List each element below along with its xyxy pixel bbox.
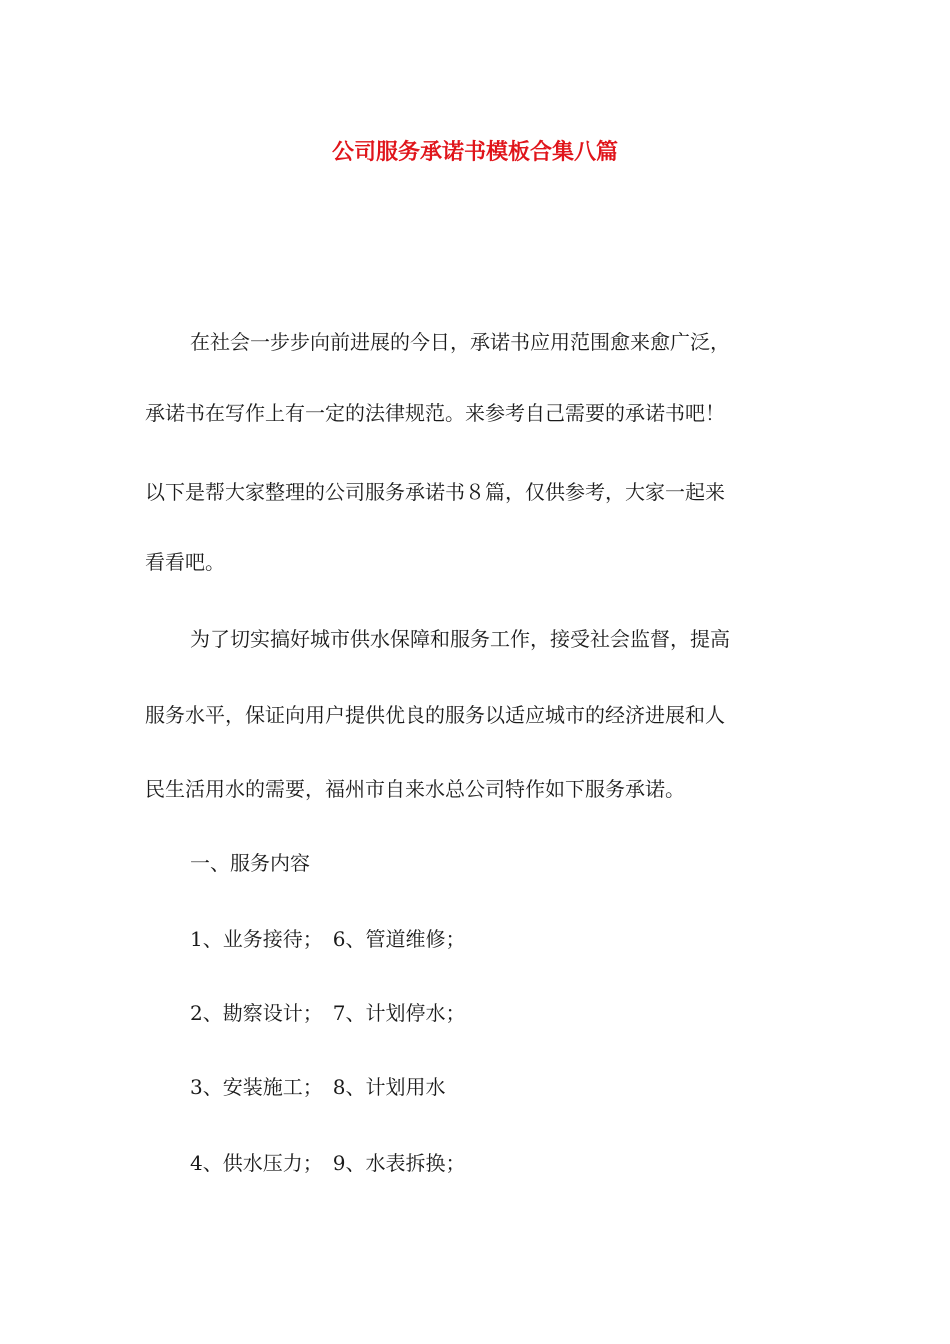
paragraph-line: 为了切实搞好城市供水保障和服务工作，接受社会监督，提高 bbox=[190, 627, 730, 651]
paragraph-line: 看看吧。 bbox=[145, 550, 225, 574]
paragraph-line: 在社会一步步向前进展的今日，承诺书应用范围愈来愈广泛， bbox=[190, 330, 730, 354]
list-item: 2、勘察设计； 7、计划停水； bbox=[190, 1001, 466, 1025]
paragraph-line: 服务水平，保证向用户提供优良的服务以适应城市的经济进展和人 bbox=[145, 703, 725, 727]
list-item: 1、业务接待； 6、管道维修； bbox=[190, 927, 466, 951]
list-item: 4、供水压力； 9、水表拆换； bbox=[190, 1151, 466, 1175]
paragraph-line: 承诺书在写作上有一定的法律规范。来参考自己需要的承诺书吧！ bbox=[145, 401, 725, 425]
document-title: 公司服务承诺书模板合集八篇 bbox=[331, 140, 618, 165]
paragraph-line: 以下是帮大家整理的公司服务承诺书８篇，仅供参考，大家一起来 bbox=[145, 480, 725, 504]
paragraph-line: 民生活用水的需要，福州市自来水总公司特作如下服务承诺。 bbox=[145, 777, 685, 801]
section-heading: 一、服务内容 bbox=[190, 851, 310, 875]
list-item: 3、安装施工； 8、计划用水 bbox=[190, 1075, 446, 1099]
